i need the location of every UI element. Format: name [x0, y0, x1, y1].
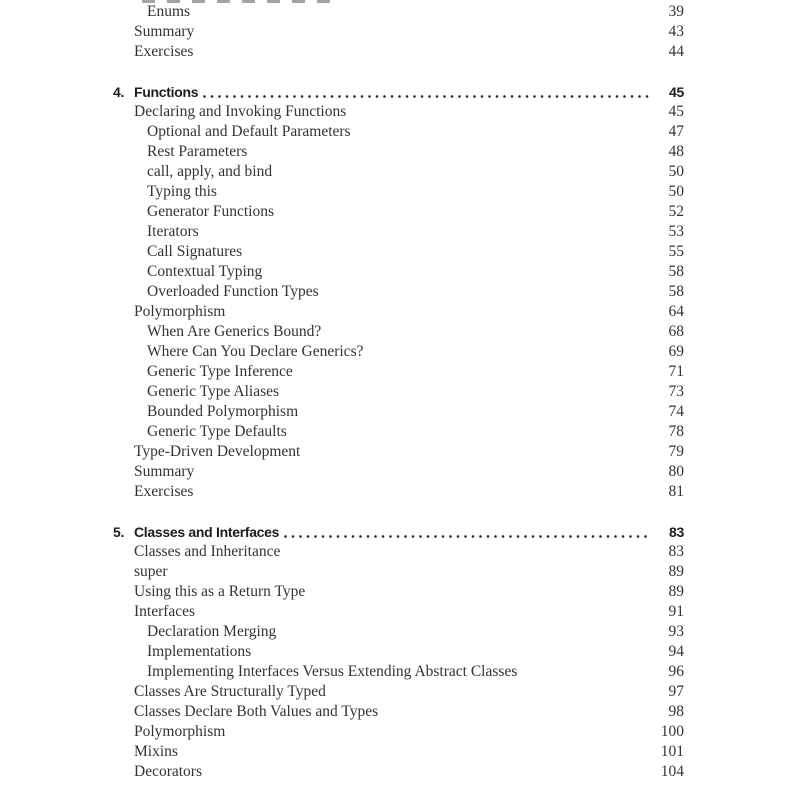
toc-row	[0, 102, 684, 122]
toc-entry-page: 83	[668, 543, 684, 560]
toc-row	[0, 262, 684, 282]
toc-row	[0, 22, 684, 42]
toc-entry-page: 43	[668, 23, 684, 40]
toc-entry-title: Summary	[134, 463, 195, 480]
toc-entry-title: Type-Driven Development	[134, 443, 301, 460]
toc-entry-page: 98	[668, 703, 684, 720]
toc-entry-title: super	[134, 563, 168, 580]
toc-entry-title: Classes Are Structurally Typed	[134, 683, 326, 700]
toc-row	[0, 742, 684, 762]
toc-row	[0, 302, 684, 322]
toc-entry-page: 89	[668, 583, 684, 600]
toc-entry-title: Polymorphism	[134, 303, 226, 320]
toc-row	[0, 682, 684, 702]
toc-entry-title: Iterators	[147, 223, 199, 240]
dot-leader	[203, 95, 651, 98]
toc-row	[0, 662, 684, 682]
toc-row	[0, 422, 684, 442]
table-of-contents	[0, 2, 684, 782]
toc-entry-page: 39	[668, 3, 684, 20]
chapter-number: 4.	[113, 84, 125, 100]
toc-entry-title: Exercises	[134, 483, 194, 500]
toc-entry-title: Declaration Merging	[147, 623, 277, 640]
toc-entry-page: 48	[668, 143, 684, 160]
toc-entry-page: 55	[668, 243, 684, 260]
toc-entry-title: Bounded Polymorphism	[147, 403, 299, 420]
toc-entry-title: Typing this	[147, 183, 217, 200]
toc-row	[0, 442, 684, 462]
toc-entry-title: Decorators	[134, 763, 202, 780]
toc-row	[0, 602, 684, 622]
toc-entry-page: 47	[668, 123, 684, 140]
toc-entry-title: Functions	[134, 84, 199, 100]
toc-entry-title: Optional and Default Parameters	[147, 123, 351, 140]
toc-row	[0, 2, 684, 22]
toc-row	[0, 142, 684, 162]
toc-row	[0, 362, 684, 382]
toc-entry-page: 100	[660, 723, 684, 740]
toc-entry-title: Mixins	[134, 743, 178, 760]
toc-entry-page: 89	[668, 563, 684, 580]
toc-entry-page: 71	[668, 363, 684, 380]
toc-entry-page: 96	[668, 663, 684, 680]
toc-entry-title: Enums	[147, 3, 191, 20]
toc-row	[0, 562, 684, 582]
toc-entry-title: Generic Type Defaults	[147, 423, 287, 440]
toc-entry-title: call, apply, and bind	[147, 163, 273, 180]
toc-entry-page: 45	[669, 84, 684, 100]
toc-entry-title: Generic Type Inference	[147, 363, 293, 380]
toc-entry-page: 53	[668, 223, 684, 240]
toc-entry-title: Implementations	[147, 643, 252, 660]
toc-entry-page: 44	[668, 43, 684, 60]
toc-entry-title: Polymorphism	[134, 723, 226, 740]
toc-entry-title: Using this as a Return Type	[134, 583, 306, 600]
toc-row	[0, 522, 684, 542]
toc-entry-page: 52	[668, 203, 684, 220]
toc-row	[0, 282, 684, 302]
toc-entry-page: 104	[660, 763, 684, 780]
toc-entry-page: 68	[668, 323, 684, 340]
toc-entry-title: Summary	[134, 23, 195, 40]
toc-entry-title: Classes and Inheritance	[134, 543, 281, 560]
toc-entry-page: 97	[668, 683, 684, 700]
chapter-number: 5.	[113, 524, 125, 540]
toc-entry-title: Contextual Typing	[147, 263, 263, 280]
toc-entry-page: 58	[668, 283, 684, 300]
toc-row	[0, 342, 684, 362]
toc-entry-title: When Are Generics Bound?	[147, 323, 322, 340]
toc-entry-page: 50	[668, 183, 684, 200]
toc-row	[0, 242, 684, 262]
toc-row	[0, 622, 684, 642]
toc-row	[0, 382, 684, 402]
toc-entry-page: 80	[668, 463, 684, 480]
toc-row	[0, 542, 684, 562]
toc-entry-page: 91	[668, 603, 684, 620]
toc-entry-page: 74	[668, 403, 684, 420]
toc-row	[0, 582, 684, 602]
toc-entry-page: 81	[668, 483, 684, 500]
toc-entry-title: Declaring and Invoking Functions	[134, 103, 347, 120]
toc-row	[0, 402, 684, 422]
toc-row	[0, 322, 684, 342]
toc-entry-title: Where Can You Declare Generics?	[147, 343, 364, 360]
toc-entry-page: 45	[668, 103, 684, 120]
toc-entry-page: 78	[668, 423, 684, 440]
toc-entry-title: Classes Declare Both Values and Types	[134, 703, 379, 720]
toc-entry-page: 50	[668, 163, 684, 180]
toc-row	[0, 222, 684, 242]
toc-entry-title: Implementing Interfaces Versus Extending Abstract Classes	[147, 663, 518, 680]
toc-row	[0, 82, 684, 102]
toc-row	[0, 702, 684, 722]
toc-entry-title: Generic Type Aliases	[147, 383, 280, 400]
toc-row	[0, 202, 684, 222]
toc-row	[0, 462, 684, 482]
toc-row	[0, 182, 684, 202]
toc-entry-page: 101	[660, 743, 684, 760]
toc-entry-title: Generator Functions	[147, 203, 274, 220]
toc-row	[0, 762, 684, 782]
toc-entry-page: 94	[668, 643, 684, 660]
toc-entry-page: 83	[669, 524, 684, 540]
toc-entry-page: 69	[668, 343, 684, 360]
toc-entry-title: Call Signatures	[147, 243, 243, 260]
toc-row	[0, 722, 684, 742]
toc-row	[0, 42, 684, 62]
toc-entry-page: 93	[668, 623, 684, 640]
dot-leader	[284, 535, 651, 538]
toc-entry-page: 79	[668, 443, 684, 460]
toc-entry-title: Classes and Interfaces	[134, 524, 280, 540]
toc-entry-title: Rest Parameters	[147, 143, 248, 160]
toc-entry-page: 64	[668, 303, 684, 320]
toc-entry-page: 73	[668, 383, 684, 400]
toc-row	[0, 162, 684, 182]
toc-row	[0, 122, 684, 142]
toc-entry-page: 58	[668, 263, 684, 280]
toc-entry-title: Overloaded Function Types	[147, 283, 319, 300]
toc-row	[0, 642, 684, 662]
toc-row	[0, 482, 684, 502]
toc-entry-title: Exercises	[134, 43, 194, 60]
toc-entry-title: Interfaces	[134, 603, 196, 620]
